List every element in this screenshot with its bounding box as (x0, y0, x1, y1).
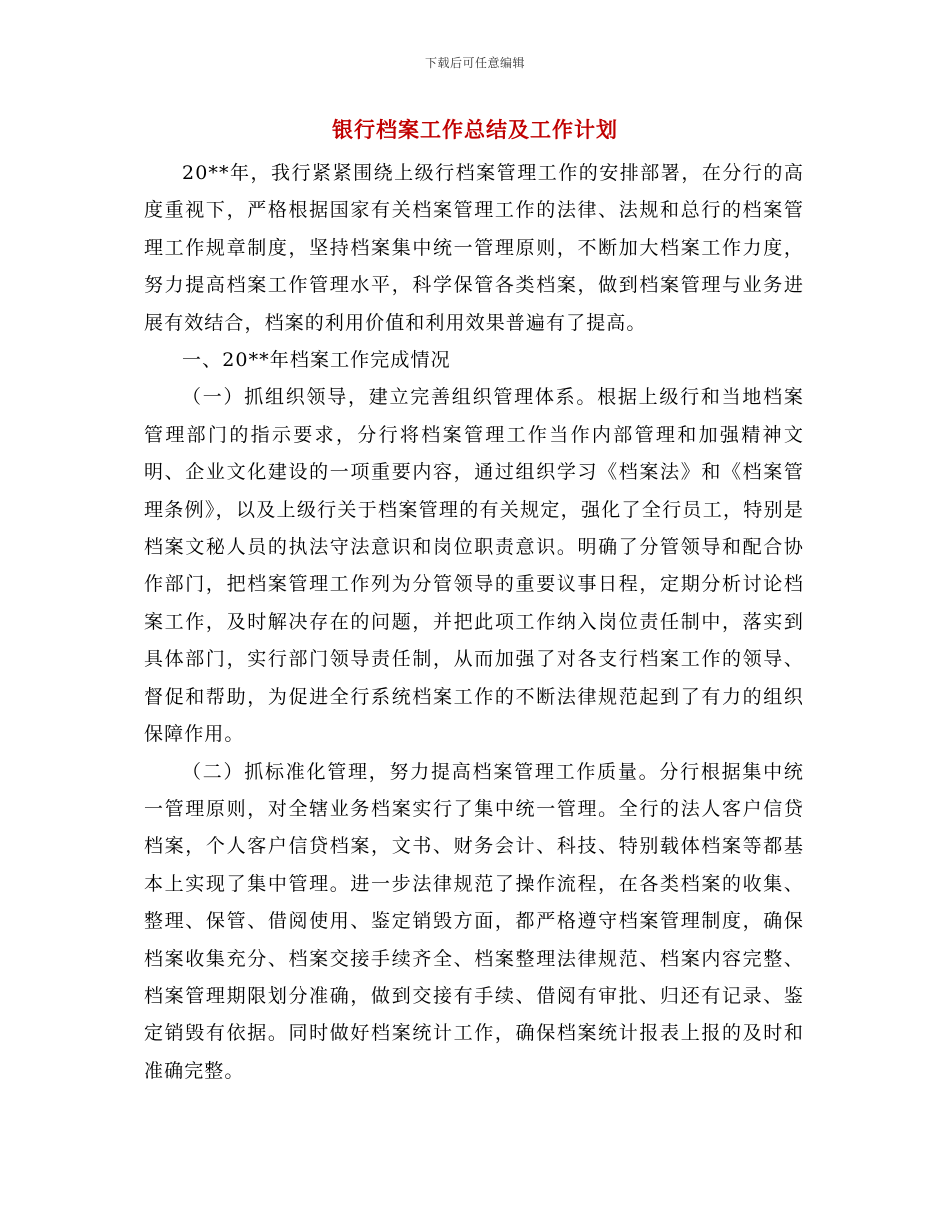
document-body (144, 155, 804, 1090)
subsection-2-paragraph: （二）抓标准化管理，努力提高档案管理工作质量。分行根据集中统一管理原则，对全辖业务档案实行了集中统一管理。全行的法人客户信贷档案，个人客户信贷档案，文书、财务会计、科技、特别载体档案等都基本上实现了集中管理。进一步法律规范了操作流程，在各类档案的收集、整理、保管、借阅使用、鉴定销毁方面，都严格遵守档案管理制度，确保档案收集充分、档案交接手续齐全、档案整理法律规范、档案内容完整、档案管理期限划分准确，做到交接有手续、借阅有审批、归还有记录、鉴定销毁有依据。同时做好档案统计工作，确保档案统计报表上报的及时和准确完整。 (144, 760, 804, 1082)
section-heading: 一、20**年档案工作完成情况 (182, 349, 451, 372)
document-title: 银行档案工作总结及工作计划 (332, 117, 618, 142)
header-note: 下载后可任意编辑 (424, 56, 525, 70)
intro-paragraph: 20**年，我行紧紧围绕上级行档案管理工作的安排部署，在分行的高度重视下，严格根据国家有关档案管理工作的法律、法规和总行的档案管理工作规章制度，坚持档案集中统一管理原则，不断加大档案工作力度，努力提高档案工作管理水平，科学保管各类档案，做到档案管理与业务进展有效结合，档案的利用价值和利用效果普遍有了提高。 (144, 162, 804, 334)
subsection-1-paragraph: （一）抓组织领导，建立完善组织管理体系。根据上级行和当地档案管理部门的指示要求，分行将档案管理工作当作内部管理和加强精神文明、企业文化建设的一项重要内容，通过组织学习《档案法》和《档案管理条例》，以及上级行关于档案管理的有关规定，强化了全行员工，特别是档案文秘人员的执法守法意识和岗位职责意识。明确了分管领导和配合协作部门，把档案管理工作列为分管领导的重要议事日程，定期分析讨论档案工作，及时解决存在的问题，并把此项工作纳入岗位责任制中，落实到具体部门，实行部门领导责任制，从而加强了对各支行档案工作的领导、督促和帮助，为促进全行系统档案工作的不断法律规范起到了有力的组织保障作用。 (144, 386, 804, 746)
